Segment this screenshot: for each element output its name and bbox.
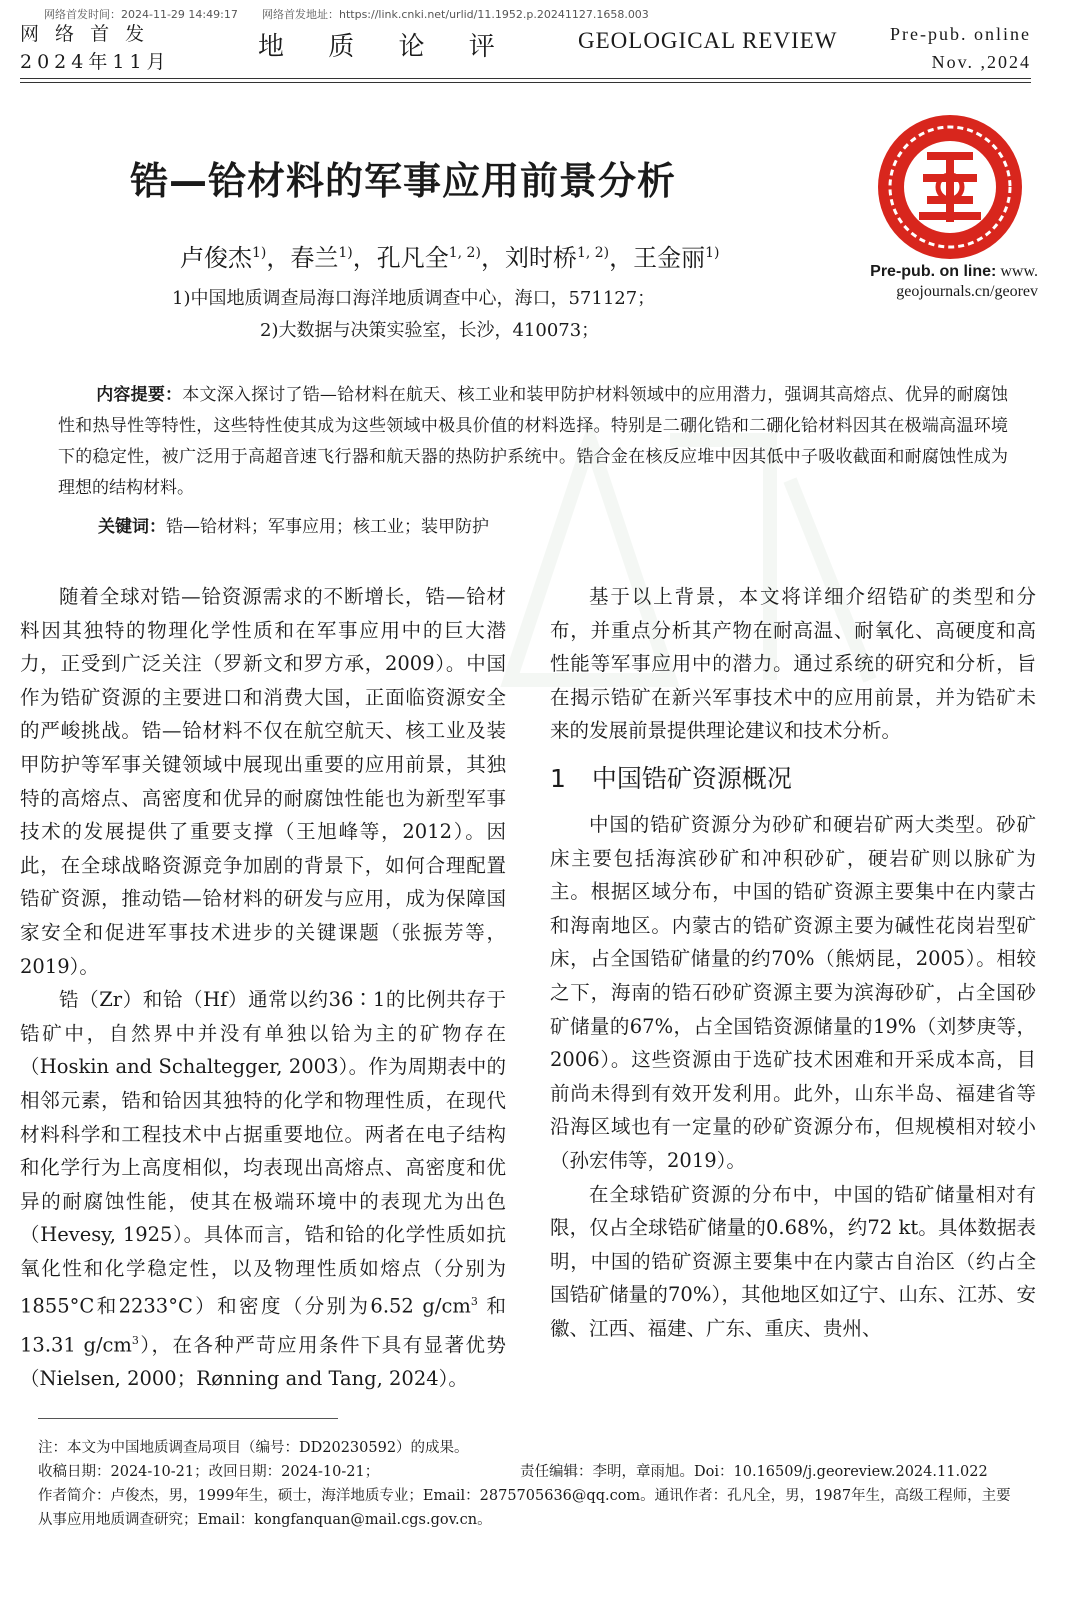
abstract-text: 本文深入探讨了锆—铪材料在航天、核工业和装甲防护材料领域中的应用潜力，强调其高熔点、优异的耐腐蚀性和热导性等特性，这些特性使其成为这些领域中极具价值的材料选择。特别是二硼化锆和二硼化铪材料因其在极端高温环境下的稳定性，被广泛用于高超音速飞行器和航天器的热防护系统中。锆合金在核反应堆中因其低中子吸收截面和耐腐蚀性成为理想的结构材料。 xyxy=(58,385,1009,498)
journal-en: GEOLOGICAL REVIEW xyxy=(578,28,838,53)
footnotes xyxy=(38,1436,1038,1532)
author-name: 春兰 xyxy=(290,244,339,272)
author-affil-mark: 1) xyxy=(338,245,353,261)
footnote-editor: 责任编辑：李明，章雨旭。Doi：10.16509/j.georeview.2024.11.022 xyxy=(520,1464,988,1480)
author-name: 王金丽 xyxy=(633,244,706,272)
left-p2-mid: 和13.31 g/cm xyxy=(20,1294,506,1357)
prepub-label: Pre-pub. on line: xyxy=(870,263,997,280)
section-title: 中国锆矿资源概况 xyxy=(591,763,792,793)
affiliation-1: 1)中国地质调查局海口海洋地质调查中心，海口，571127； xyxy=(172,288,656,309)
online-time: 网络首发时间：2024-11-29 14:49:17 xyxy=(44,8,238,21)
prepub-note xyxy=(858,262,1038,302)
footnote-note: 注：本文为中国地质调查局项目（编号：DD20230592）的成果。 xyxy=(38,1440,469,1456)
header-rule-bottom xyxy=(20,82,1031,83)
superscript: 3 xyxy=(131,1333,139,1347)
header-right xyxy=(890,20,1031,76)
author-affil-mark: 1) xyxy=(252,245,267,261)
seal-logo-icon xyxy=(875,112,1025,262)
left-p2-text: 锆（Zr）和铪（Hf）通常以约36∶1的比例共存于锆矿中，自然界中并没有单独以铪为主的矿物存在（Hoskin and Schaltegger, 2003）。作为周期表中的相邻元素，锆和铪因其独特的化学和物理性质，在现代材料科学和工程技术中占据重要地位。两者在电子结构和化学行为上高度相似，均表现出高熔点、高密度和优异的耐腐蚀性能，使其在极端环境中的表现尤为出色（Hevesy, 1925）。具体而言，锆和铪的化学性质如抗氧化性和化学稳定性，以及物理性质如熔点（分别为1855°C和2233°C）和密度（分别为6.52 g/cm xyxy=(20,988,506,1318)
header-left xyxy=(20,20,171,76)
right-paragraph-2: 中国的锆矿资源分为砂矿和硬岩矿两大类型。砂矿床主要包括海滨砂矿和冲积砂矿，硬岩矿则以脉矿为主。根据区域分布，中国的锆矿资源主要集中在内蒙古和海南地区。内蒙古的锆矿资源主要为碱性花岗岩型矿床，占全国锆矿储量的约70%（熊炳昆，2005）。相较之下，海南的锆石砂矿资源主要为滨海砂矿，占全国砂矿储量的67%，占全国锆资源储量的19%（刘梦庚等，2006）。这些资源由于选矿技术困难和开采成本高，目前尚未得到有效开发利用。此外，山东半岛、福建省等沿海区域也有一定量的砂矿资源分布，但规模相对较小（孙宏伟等，2019）。 xyxy=(550,812,1036,1172)
superscript: 3 xyxy=(470,1295,478,1309)
abstract-label: 内容提要： xyxy=(96,385,183,405)
footnote-dates: 收稿日期：2024-10-21；改回日期：2024-10-21； xyxy=(38,1464,380,1480)
left-paragraph-1: 随着全球对锆—铪资源需求的不断增长，锆—铪材料因其独特的物理化学性质和在军事应用中的巨大潜力，正受到广泛关注（罗新文和罗方承，2009）。中国作为锆矿资源的主要进口和消费大国，正面临资源安全的严峻挑战。锆—铪材料不仅在航空航天、核工业及装甲防护等军事关键领域中展现出重要的应用前景，其独特的高熔点、高密度和优异的耐腐蚀性能也为新型军事技术的发展提供了重要支撑（王旭峰等，2012）。因此，在全球战略资源竞争加剧的背景下，如何合理配置锆矿资源，推动锆—铪材料的研发与应用，成为保障国家安全和促进军事技术进步的关键课题（张振芳等，2019）。 xyxy=(20,585,506,978)
prepub-url2[interactable]: geojournals.cn/georev xyxy=(896,283,1038,300)
header-left-line2: 2024年11月 xyxy=(20,51,171,73)
author-name: 刘时桥 xyxy=(504,244,577,272)
header-left-line1: 网 络 首 发 xyxy=(20,23,150,45)
online-url[interactable]: 网络首发地址：https://link.cnki.net/urlid/11.1952.p.20241127.1658.003 xyxy=(262,8,649,21)
right-paragraph-1: 基于以上背景，本文将详细介绍锆矿的类型和分布，并重点分析其产物在耐高温、耐氧化、高硬度和高性能等军事应用中的潜力。通过系统的研究和分析，旨在揭示锆矿在新兴军事技术中的应用前景，并为锆矿未来的发展前景提供理论建议和技术分析。 xyxy=(550,585,1036,743)
paper-title: 锆—铪材料的军事应用前景分析 xyxy=(130,159,677,203)
author-affil-mark: 1, 2) xyxy=(448,245,481,261)
author-affil-mark: 1, 2) xyxy=(576,245,610,261)
author-name: 卢俊杰 xyxy=(180,244,252,272)
footnote-dates-row xyxy=(38,1460,1038,1484)
prepub-url[interactable]: www. xyxy=(1000,263,1038,280)
keywords-label: 关键词： xyxy=(98,517,166,537)
left-paragraph-2 xyxy=(20,983,506,1395)
author-list: 卢俊杰$^{1)}$，春兰$^{1)}$，孔凡全$^{1, 2)}$，刘时桥$^{1, 2)}$，王金丽$^{1)}$ xyxy=(180,244,720,272)
left-p2-end: ），在各种严苛应用条件下具有显著优势（Nielsen, 2000；Rønning and Tang, 2024）。 xyxy=(20,1333,506,1390)
section-heading xyxy=(550,752,1036,806)
right-paragraph-3: 在全球锆矿资源的分布中，中国的锆矿储量相对有限，仅占全球锆矿储量的0.68%，约72 kt。具体数据表明，中国的锆矿资源主要集中在内蒙古自治区（约占全国锆矿储量的70%），其他地区如辽宁、山东、江苏、安徽、江西、福建、广东、重庆、贵州、 xyxy=(550,1182,1036,1340)
keywords xyxy=(98,512,489,537)
header-right-line2: Nov. ,2024 xyxy=(931,52,1031,72)
author-name: 孔凡全 xyxy=(376,244,449,272)
section-number: 1 xyxy=(550,763,566,793)
journal-cn: 地 质 论 评 xyxy=(258,32,513,62)
header-rule-top xyxy=(20,78,1031,79)
right-column xyxy=(550,580,1036,1345)
abstract xyxy=(58,380,1008,504)
keywords-text: 锆—铪材料；军事应用；核工业；装甲防护 xyxy=(166,517,489,537)
footnote-author2: 从事应用地质调查研究；Email：kongfanquan@mail.cgs.gov.cn。 xyxy=(38,1512,492,1528)
header-right-line1: Pre-pub. online xyxy=(890,24,1031,44)
left-column xyxy=(20,580,506,1395)
footnote-author1: 作者简介：卢俊杰，男，1999年生，硕士，海洋地质专业；Email：2875705636@qq.com。通讯作者：孔凡全，男，1987年生，高级工程师，主要 xyxy=(38,1488,1011,1504)
footnote-rule xyxy=(38,1418,338,1419)
author-affil-mark: 1) xyxy=(705,245,720,261)
affiliation-2: 2)大数据与决策实验室，长沙，410073； xyxy=(260,320,600,341)
